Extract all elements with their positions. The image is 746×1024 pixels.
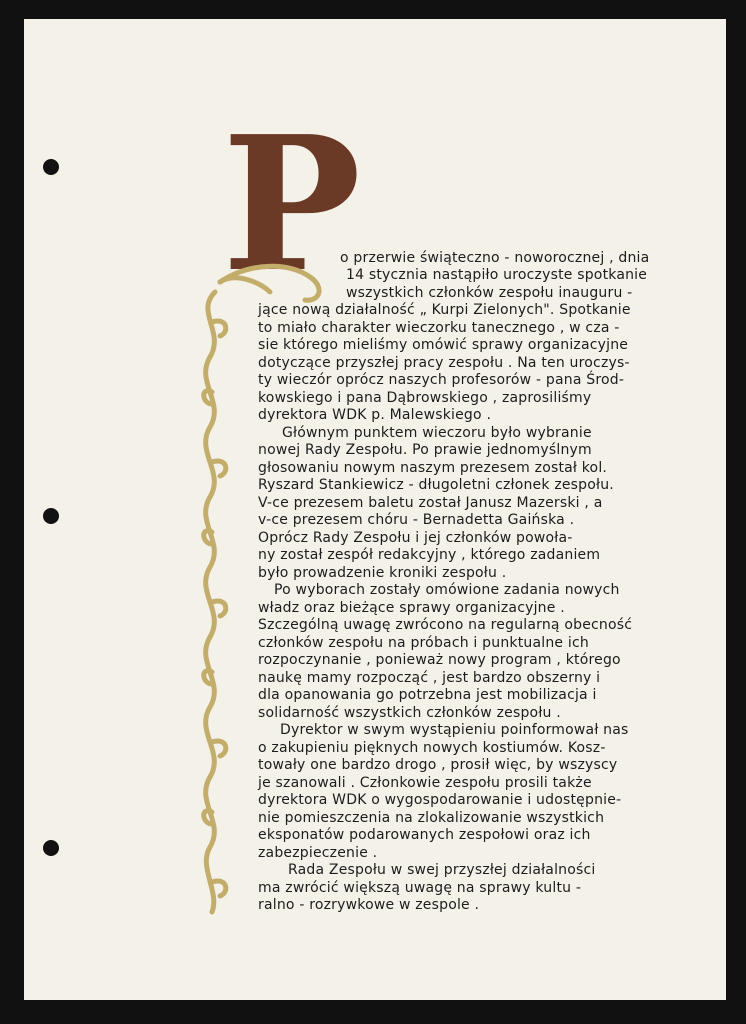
text-line: ralno - rozrywkowe w zespole . [258,897,480,913]
text-line: Szczególną uwagę zwrócono na regularną obecność [258,617,633,633]
text-line: wszystkich członków zespołu inauguru - [346,285,633,301]
text-line: 14 stycznia nastąpiło uroczyste spotkanie [346,267,648,283]
text-line: członków zespołu na próbach i punktualne ich [258,635,589,651]
text-line: ty wieczór oprócz naszych profesorów - pana Środ- [258,372,625,388]
text-line: to miało charakter wieczorku tanecznego , w cza - [258,320,620,336]
text-line: je szanowali . Członkowie zespołu prosili także [258,775,592,791]
text-line: było prowadzenie kroniki zespołu . [258,565,507,581]
text-line: zabezpieczenie . [258,845,378,861]
text-line: v-ce prezesem chóru - Bernadetta Gaińska . [258,512,575,528]
text-line: dyrektora WDK p. Malewskiego . [258,407,492,423]
text-line: naukę mamy rozpocząć , jest bardzo obszerny i [258,670,601,686]
text-line: głosowaniu nowym naszym prezesem został kol. [258,460,608,476]
text-line: ma zwrócić większą uwagę na sprawy kultu - [258,880,582,896]
text-line: Po wyborach zostały omówione zadania nowych [274,582,620,598]
paper-page [24,19,726,1000]
illuminated-initial-p: P [222,95,358,313]
text-line: ny został zespół redakcyjny , którego zadaniem [258,547,601,563]
text-line: dyrektora WDK o wygospodarowanie i udostępnie- [258,792,622,808]
text-line: sie którego mieliśmy omówić sprawy organizacyjne [258,337,629,353]
text-line: Rada Zespołu w swej przyszłej działalności [288,862,596,878]
ornamental-vine-border [190,262,335,922]
text-line: towały one bardzo drogo , prosił więc, by wszyscy [258,757,618,773]
text-line: jące nową działalność „ Kurpi Zielonych". Spotkanie [258,302,631,318]
text-line: nowej Rady Zespołu. Po prawie jednomyślnym [258,442,592,458]
text-line: władz oraz bieżące sprawy organizacyjne . [258,600,565,616]
text-line: nie pomieszczenia na zlokalizowanie wszystkich [258,810,605,826]
text-line: Oprócz Rady Zespołu i jej członków powoła- [258,530,573,546]
binder-hole-middle [43,508,59,524]
text-line: solidarność wszystkich członków zespołu . [258,705,561,721]
text-line: Głównym punktem wieczoru było wybranie [282,425,592,441]
text-line: dla opanowania go potrzebna jest mobilizacja i [258,687,597,703]
binder-hole-bottom [43,840,59,856]
text-line: rozpoczynanie , ponieważ nowy program , którego [258,652,621,668]
text-line: Ryszard Stankiewicz - długoletni członek zespołu. [258,477,614,493]
binder-hole-top [43,159,59,175]
text-line: Dyrektor w swym wystąpieniu poinformował nas [280,722,629,738]
text-line: kowskiego i pana Dąbrowskiego , zaprosiliśmy [258,390,592,406]
text-line: V-ce prezesem baletu został Janusz Mazerski , a [258,495,603,511]
text-line: o przerwie świąteczno - noworocznej , dnia [340,250,650,266]
text-line: eksponatów podarowanych zespołowi oraz ich [258,827,591,843]
text-line: dotyczące przyszłej pracy zespołu . Na ten uroczys- [258,355,630,371]
text-line: o zakupieniu pięknych nowych kostiumów. Kosz- [258,740,606,756]
